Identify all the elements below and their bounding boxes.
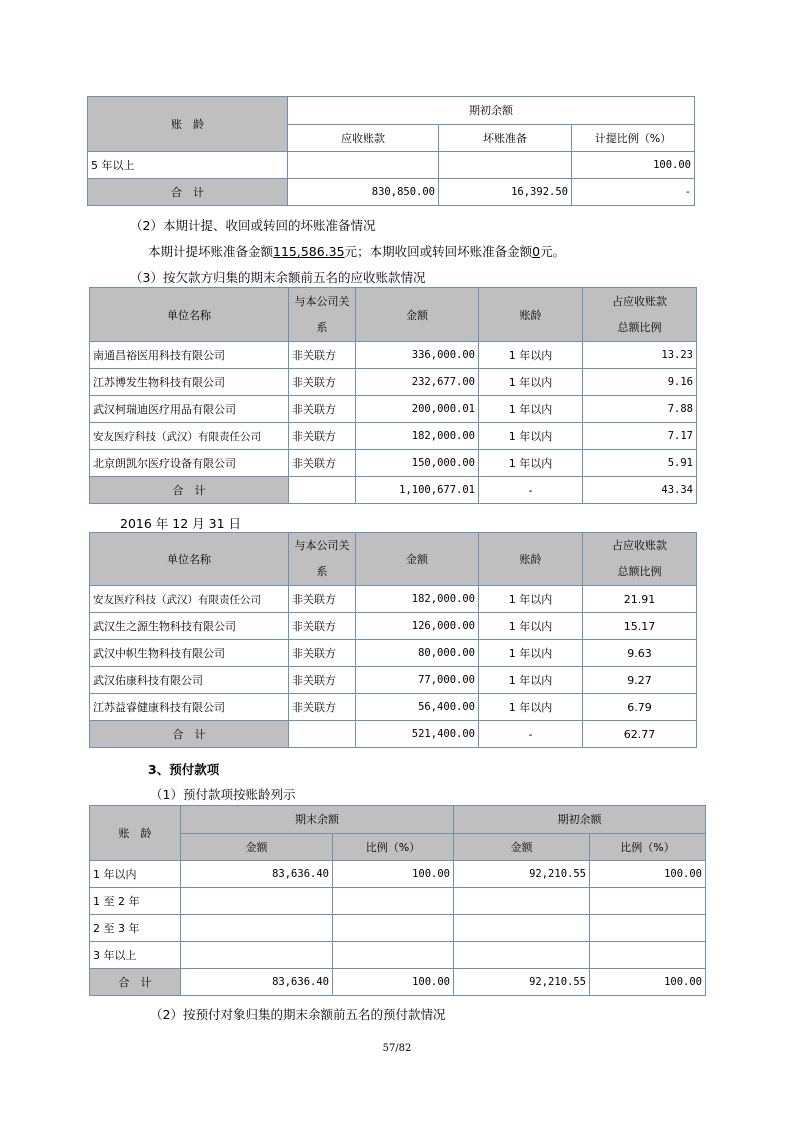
cell-relation: 非关联方 xyxy=(289,694,356,721)
header-closing: 期末余额 xyxy=(181,806,454,834)
prior-year-receivables-table xyxy=(89,532,697,748)
total-ratio: - xyxy=(572,179,695,206)
total-label: 合 计 xyxy=(90,721,289,748)
cell-relation: 非关联方 xyxy=(289,369,356,396)
cell-company: 武汉生之源生物科技有限公司 xyxy=(90,613,289,640)
cell-ratio: 6.79 xyxy=(583,694,697,721)
header-end-amount: 金额 xyxy=(181,833,333,861)
cell-amount: 150,000.00 xyxy=(356,450,479,477)
section-heading-prepayments: 3、预付款项 xyxy=(148,762,220,777)
cell-age: 2 至 3 年 xyxy=(90,915,181,942)
provision-amount: 115,586.35 xyxy=(273,244,345,259)
prepayments-aging-table xyxy=(89,805,706,996)
cell-end-ratio xyxy=(333,915,454,942)
prepayments-subtitle-2: （2）按预付对象归集的期末余额前五名的预付款情况 xyxy=(150,1007,446,1022)
header-ratio: 计提比例（%） xyxy=(572,124,695,152)
cell-ratio: 100.00 xyxy=(572,152,695,179)
table-row xyxy=(90,396,697,423)
cell-age: 1 年以内 xyxy=(479,423,583,450)
cell-end-ratio xyxy=(333,942,454,969)
table-row xyxy=(90,942,706,969)
header-age: 账 龄 xyxy=(90,806,181,861)
cell-relation: 非关联方 xyxy=(289,423,356,450)
header-end-ratio: 比例（%） xyxy=(333,833,454,861)
section-2-title: （2）本期计提、收回或转回的坏账准备情况 xyxy=(130,218,376,233)
cell-amount: 126,000.00 xyxy=(356,613,479,640)
cell-ratio: 7.88 xyxy=(583,396,697,423)
cell-age: 1 年以内 xyxy=(479,613,583,640)
cell-amount: 200,000.01 xyxy=(356,396,479,423)
cell-company: 江苏博发生物科技有限公司 xyxy=(90,369,289,396)
cell-age: 1 年以内 xyxy=(479,396,583,423)
provision-text-1: 本期计提坏账准备金额 xyxy=(148,244,274,259)
total-row xyxy=(88,179,695,206)
header-relation: 与本公司关 系 xyxy=(289,288,356,342)
header-age: 账龄 xyxy=(479,288,583,342)
cell-ratio: 7.17 xyxy=(583,423,697,450)
total-open-amount: 92,210.55 xyxy=(454,969,590,996)
cell-end-ratio xyxy=(333,888,454,915)
top5-receivables-table xyxy=(89,287,697,504)
table-row xyxy=(90,888,706,915)
header-bad-debt: 坏账准备 xyxy=(439,124,572,152)
cell-open-ratio xyxy=(590,942,706,969)
cell-end-amount: 83,636.40 xyxy=(181,861,333,888)
cell-relation: 非关联方 xyxy=(289,450,356,477)
table-row xyxy=(90,450,697,477)
date-label: 2016 年 12 月 31 日 xyxy=(120,516,241,531)
cell-company: 北京朗凯尔医疗设备有限公司 xyxy=(90,450,289,477)
cell-ratio: 9.63 xyxy=(583,640,697,667)
total-ratio: 62.77 xyxy=(583,721,697,748)
table-row xyxy=(90,915,706,942)
cell-company: 武汉中帜生物科技有限公司 xyxy=(90,640,289,667)
cell-amount: 182,000.00 xyxy=(356,423,479,450)
cell-age: 1 年以内 xyxy=(479,342,583,369)
total-age: - xyxy=(479,477,583,504)
table-row xyxy=(90,342,697,369)
cell-ratio: 9.27 xyxy=(583,667,697,694)
total-end-amount: 83,636.40 xyxy=(181,969,333,996)
table-row xyxy=(90,423,697,450)
cell-age: 1 年以内 xyxy=(479,667,583,694)
cell-company: 江苏益睿健康科技有限公司 xyxy=(90,694,289,721)
cell-amount: 77,000.00 xyxy=(356,667,479,694)
provision-text-2: 元；本期收回或转回坏账准备金额 xyxy=(344,244,533,259)
section-3-title: （3）按欠款方归集的期末余额前五名的应收账款情况 xyxy=(130,270,426,285)
cell-amount: 182,000.00 xyxy=(356,586,479,613)
cell-relation: 非关联方 xyxy=(289,396,356,423)
cell-open-amount xyxy=(454,915,590,942)
total-amount: 521,400.00 xyxy=(356,721,479,748)
table-row xyxy=(90,667,697,694)
cell-age: 1 至 2 年 xyxy=(90,888,181,915)
prepayments-subtitle-1: （1）预付款项按账龄列示 xyxy=(150,787,296,802)
total-relation xyxy=(289,721,356,748)
cell-open-ratio xyxy=(590,888,706,915)
header-opening: 期初余额 xyxy=(454,806,706,834)
cell-end-amount xyxy=(181,942,333,969)
header-open-ratio: 比例（%） xyxy=(590,833,706,861)
table-row xyxy=(90,369,697,396)
total-age: - xyxy=(479,721,583,748)
total-row xyxy=(90,721,697,748)
table-row xyxy=(90,586,697,613)
total-relation xyxy=(289,477,356,504)
cell-bad xyxy=(439,152,572,179)
total-row xyxy=(90,969,706,996)
cell-company: 武汉柯瑞迪医疗用品有限公司 xyxy=(90,396,289,423)
cell-relation: 非关联方 xyxy=(289,586,356,613)
aging-table xyxy=(87,96,695,206)
cell-age: 1 年以内 xyxy=(479,694,583,721)
cell-relation: 非关联方 xyxy=(289,667,356,694)
table-row xyxy=(88,152,695,179)
table-row xyxy=(90,861,706,888)
cell-company: 安友医疗科技（武汉）有限责任公司 xyxy=(90,586,289,613)
table-row xyxy=(90,640,697,667)
header-ar: 应收账款 xyxy=(288,124,439,152)
cell-amount: 232,677.00 xyxy=(356,369,479,396)
cell-end-amount xyxy=(181,888,333,915)
header-company: 单位名称 xyxy=(90,533,289,586)
header-amount: 金额 xyxy=(356,533,479,586)
cell-ratio: 15.17 xyxy=(583,613,697,640)
total-label: 合 计 xyxy=(90,477,289,504)
cell-age: 1 年以内 xyxy=(479,369,583,396)
reversal-amount: 0 xyxy=(532,244,541,259)
total-ratio: 43.34 xyxy=(583,477,697,504)
cell-amount: 336,000.00 xyxy=(356,342,479,369)
header-relation: 与本公司关 系 xyxy=(289,533,356,586)
cell-age: 3 年以上 xyxy=(90,942,181,969)
cell-open-amount xyxy=(454,942,590,969)
cell-company: 武汉佑康科技有限公司 xyxy=(90,667,289,694)
cell-ratio: 21.91 xyxy=(583,586,697,613)
cell-relation: 非关联方 xyxy=(289,613,356,640)
header-age: 账龄 xyxy=(479,533,583,586)
total-row xyxy=(90,477,697,504)
cell-open-ratio xyxy=(590,915,706,942)
cell-ratio: 13.23 xyxy=(583,342,697,369)
cell-age: 1 年以内 xyxy=(479,586,583,613)
cell-ratio: 9.16 xyxy=(583,369,697,396)
cell-age: 1 年以内 xyxy=(479,450,583,477)
cell-open-ratio: 100.00 xyxy=(590,861,706,888)
cell-ar xyxy=(288,152,439,179)
cell-age: 1 年以内 xyxy=(479,640,583,667)
cell-open-amount xyxy=(454,888,590,915)
cell-relation: 非关联方 xyxy=(289,342,356,369)
header-amount: 金额 xyxy=(356,288,479,342)
cell-end-ratio: 100.00 xyxy=(333,861,454,888)
cell-amount: 56,400.00 xyxy=(356,694,479,721)
header-open-amount: 金额 xyxy=(454,833,590,861)
cell-age: 5 年以上 xyxy=(88,152,288,179)
total-amount: 1,100,677.01 xyxy=(356,477,479,504)
total-label: 合 计 xyxy=(90,969,181,996)
cell-ratio: 5.91 xyxy=(583,450,697,477)
cell-company: 安友医疗科技（武汉）有限责任公司 xyxy=(90,423,289,450)
page-number: 57/82 xyxy=(382,1043,412,1054)
provision-sentence xyxy=(148,242,565,260)
total-ar: 830,850.00 xyxy=(288,179,439,206)
total-end-ratio: 100.00 xyxy=(333,969,454,996)
header-ratio: 占应收账款 总额比例 xyxy=(583,288,697,342)
total-open-ratio: 100.00 xyxy=(590,969,706,996)
total-label: 合 计 xyxy=(88,179,288,206)
provision-text-3: 元。 xyxy=(540,244,566,259)
cell-company: 南通昌裕医用科技有限公司 xyxy=(90,342,289,369)
cell-amount: 80,000.00 xyxy=(356,640,479,667)
table-row xyxy=(90,613,697,640)
total-bad: 16,392.50 xyxy=(439,179,572,206)
header-company: 单位名称 xyxy=(90,288,289,342)
cell-open-amount: 92,210.55 xyxy=(454,861,590,888)
cell-relation: 非关联方 xyxy=(289,640,356,667)
table-row xyxy=(90,694,697,721)
cell-age: 1 年以内 xyxy=(90,861,181,888)
header-age: 账 龄 xyxy=(88,97,288,152)
header-ratio: 占应收账款 总额比例 xyxy=(583,533,697,586)
cell-end-amount xyxy=(181,915,333,942)
header-opening-balance: 期初余额 xyxy=(288,97,695,125)
